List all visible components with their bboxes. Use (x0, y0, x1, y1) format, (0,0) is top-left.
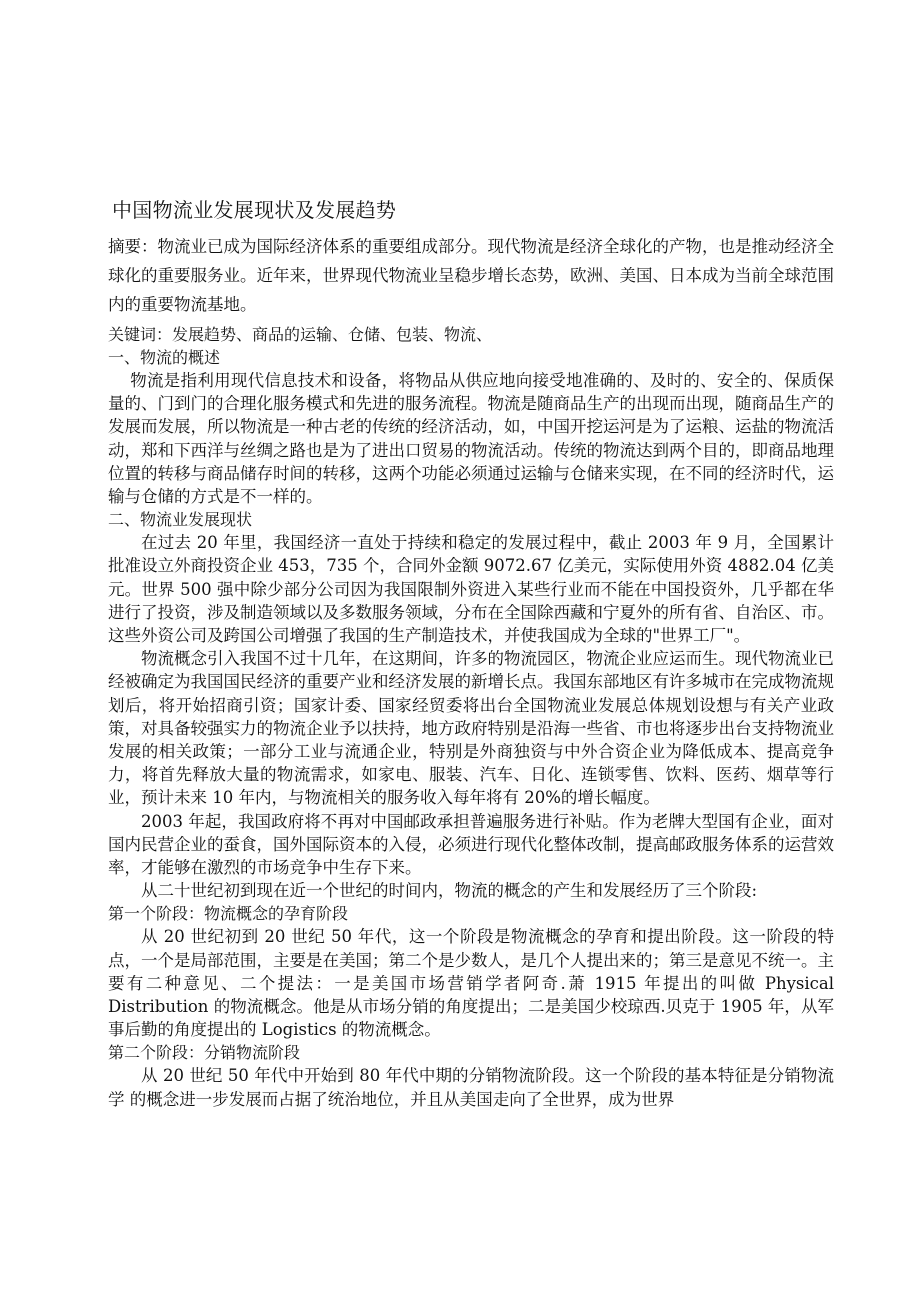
keywords-line: 关键词：发展趋势、商品的运输、仓储、包装、物流、 (108, 325, 493, 344)
section-heading-overview: 一、物流的概述 (108, 348, 221, 367)
stage1-heading: 第一个阶段：物流概念的孕育阶段 (108, 904, 349, 924)
status-paragraph-2: 物流概念引入我国不过十几年，在这期间，许多的物流园区，物流企业应运而生。现代物流业已经被确定为我国国民经济的重要产业和经济发展的新增长点。我国东部地区有许多城市在完成物流规划后，将开始招商引资；国家计委、国家经贸委将出台全国物流业发展总体规划设想与有关产业政策，对具备较强实力的物流企业予以扶持，地方政府特别是沿海一些省、市也将逐步出台支持物流业发展的相关政策；一部分工业与流通企业，特别是外商独资与中外合资企业为降低成本、提高竞争力，将首先释放大量的物流需求，如家电、服装、汽车、日化、连锁零售、饮料、医药、烟草等行业，预计未来 10 年内，与物流相关的服务收入每年将有 20%的增长幅度。 (108, 649, 834, 808)
stage1-paragraph: 从 20 世纪初到 20 世纪 50 年代，这一个阶段是物流概念的孕育和提出阶段。这一阶段的特点，一个是局部范围，主要是在美国；第二个是少数人，是几个人提出来的；第三是意见不统一。主要有二种意见、二个提法：一是美国市场营销学者阿奇.萧 1915 年提出的叫做 Physical Distribution 的物流概念。他是从市场分销的角度提出；二是美国少校琼西.贝克于 1905 年，从军事后勤的角度提出的 Logistics 的物流概念。 (108, 927, 834, 1040)
document-page (108, 196, 834, 1111)
abstract-paragraph: 摘要：物流业已成为国际经济体系的重要组成部分。现代物流是经济全球化的产物，也是推动经济全球化的重要服务业。近年来，世界现代物流业呈稳步增长态势，欧洲、美国、日本成为当前全球范围内的重要物流基地。 (108, 237, 834, 314)
status-paragraph-4: 从二十世纪初到现在近一个世纪的时间内，物流的概念的产生和发展经历了三个阶段: (141, 881, 758, 901)
status-paragraph-1: 在过去 20 年里，我国经济一直处于持续和稳定的发展过程中，截止 2003 年 9 月，全国累计批准设立外商投资企业 453，735 个，合同外金额 9072.67 亿美元，实际使用外资 4882.04 亿美元。世界 500 强中除少部分公司因为我国限制外资进入某些行业而不能在中国投资外，几乎都在华进行了投资，涉及制造领域以及多数服务领域，分布在全国除西藏和宁夏外的所有省、自治区、市。这些外资公司及跨国公司增强了我国的生产制造技术，并使我国成为全球的"世界工厂"。 (108, 533, 834, 646)
stage2-paragraph: 从 20 世纪 50 年代中开始到 80 年代中期的分销物流阶段。这一个阶段的基本特征是分销物流学 的概念进一步发展而占据了统治地位，并且从美国走向了全世界，成为世界 (108, 1066, 834, 1109)
status-paragraph-3: 2003 年起，我国政府将不再对中国邮政承担普遍服务进行补贴。作为老牌大型国有企业，面对国内民营企业的蚕食，国外国际资本的入侵，必须进行现代化整体改制，提高邮政服务体系的运营效率，才能够在激烈的市场竞争中生存下来。 (108, 811, 834, 878)
overview-paragraph: 物流是指利用现代信息技术和设备，将物品从供应地向接受地准确的、及时的、安全的、保质保量的、门到门的合理化服务模式和先进的服务流程。物流是随商品生产的出现而出现，随商品生产的发展而发展，所以物流是一种古老的传统的经济活动，如，中国开挖运河是为了运粮、运盐的物流活动，郑和下西洋与丝绸之路也是为了进出口贸易的物流活动。传统的物流达到两个目的，即商品地理位置的转移与商品储存时间的转移，这两个功能必须通过运输与仓储来实现，在不同的经济时代，运输与仓储的方式是不一样的。 (108, 371, 834, 507)
stage2-heading: 第二个阶段：分销物流阶段 (108, 1043, 301, 1063)
section-heading-status: 二、物流业发展现状 (108, 510, 253, 530)
document-title: 中国物流业发展现状及发展趋势 (112, 198, 397, 222)
